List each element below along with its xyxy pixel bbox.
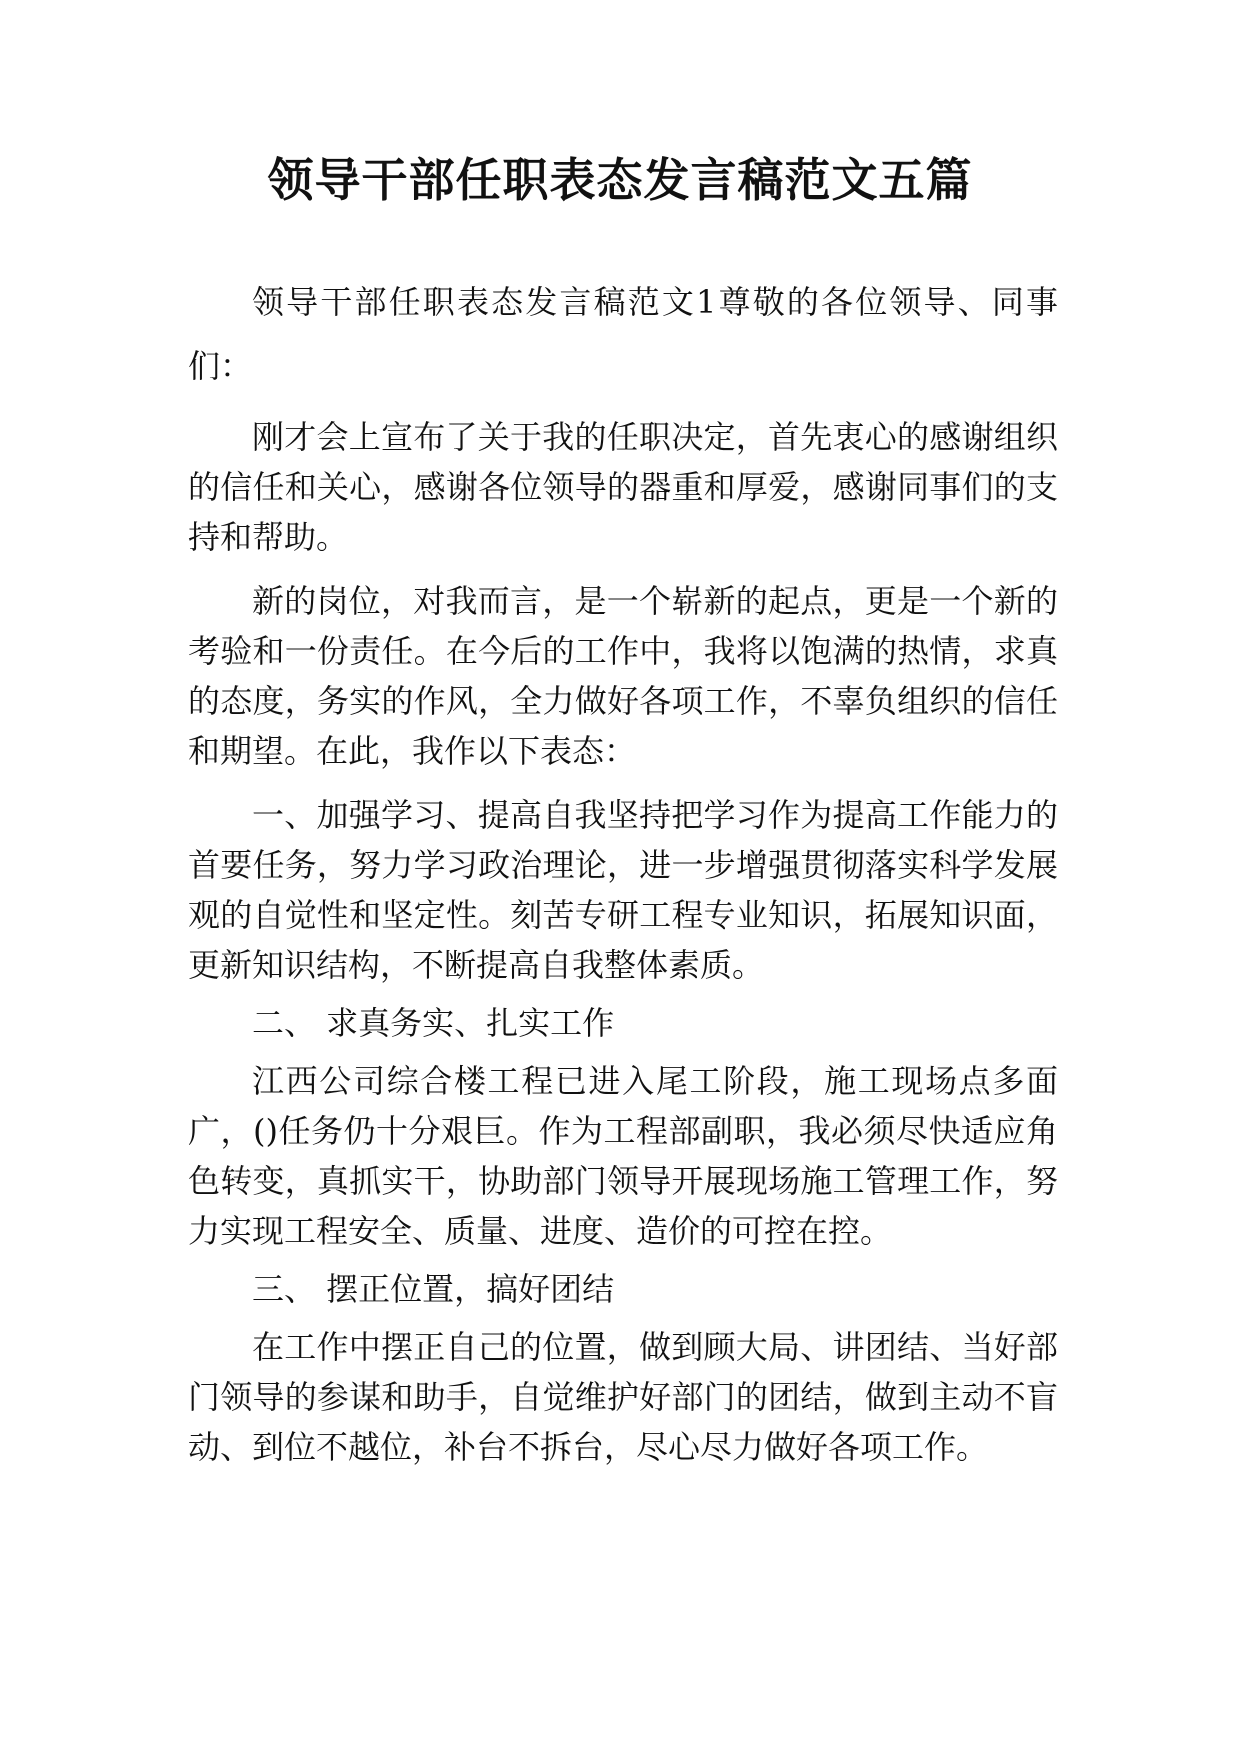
paragraph-new-position: 新的岗位，对我而言，是一个崭新的起点，更是一个新的考验和一份责任。在今后的工作中，我将以饱满的热情，求真的态度，务实的作风，全力做好各项工作，不辜负组织的信任和期望。在此，我作以下表态：	[188, 582, 1058, 770]
paragraph-thanks: 刚才会上宣布了关于我的任职决定，首先衷心的感谢组织的信任和关心，感谢各位领导的器重和厚爱，感谢同事们的支持和帮助。	[188, 418, 1058, 556]
heading-point-two: 二、 求真务实、扎实工作	[252, 1004, 615, 1042]
document-title: 领导干部任职表态发言稿范文五篇	[267, 153, 973, 207]
paragraph-point-two: 江西公司综合楼工程已进入尾工阶段，施工现场点多面广，()任务仍十分艰巨。作为工程部副职，我必须尽快适应角色转变，真抓实干，协助部门领导开展现场施工管理工作，努力实现工程安全、质量、进度、造价的可控在控。	[188, 1062, 1058, 1250]
paragraph-greeting: 领导干部任职表态发言稿范文1尊敬的各位领导、同事们：	[188, 283, 1058, 385]
document-body	[188, 270, 1058, 1472]
paragraph-point-one: 一、加强学习、提高自我坚持把学习作为提高工作能力的首要任务，努力学习政治理论，进一步增强贯彻落实科学发展观的自觉性和坚定性。刻苦专研工程专业知识，拓展知识面，更新知识结构，不断提高自我整体素质。	[188, 796, 1058, 984]
heading-point-three: 三、 摆正位置，搞好团结	[252, 1270, 615, 1308]
paragraph-point-three: 在工作中摆正自己的位置，做到顾大局、讲团结、当好部门领导的参谋和助手，自觉维护好部门的团结，做到主动不盲动、到位不越位，补台不拆台，尽心尽力做好各项工作。	[188, 1328, 1058, 1466]
